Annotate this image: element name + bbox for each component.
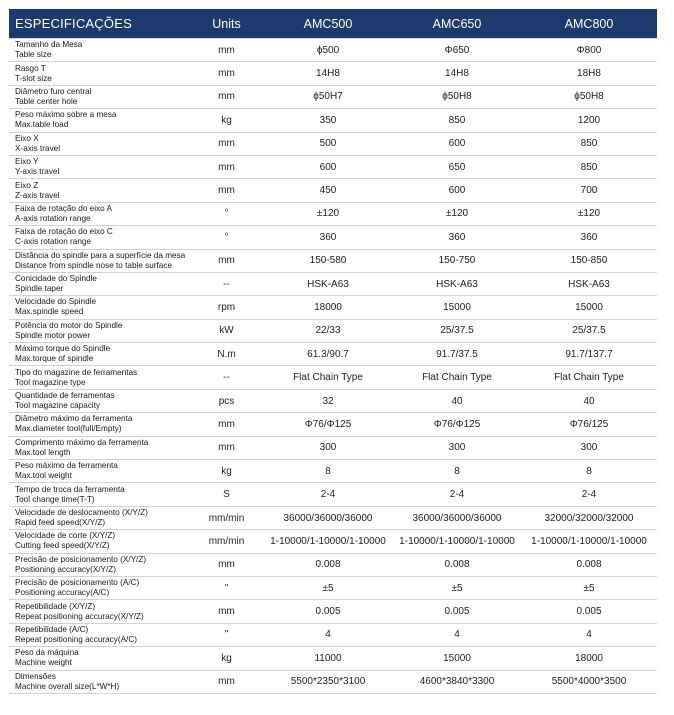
table-row — [9, 647, 657, 670]
spec-value-model-1: 150-580 — [263, 249, 393, 272]
spec-label — [9, 179, 190, 202]
spec-unit: mm — [190, 249, 263, 272]
spec-label-en: Max.torque of spindle — [15, 354, 94, 364]
table-row — [9, 319, 657, 342]
spec-label-pt: Distância do spindle para a superfície da mesa — [15, 250, 186, 260]
spec-value-model-2: 15000 — [393, 296, 521, 319]
spec-value-model-3: 32000/32000/32000 — [521, 506, 657, 529]
spec-label-en: Max.tool length — [15, 447, 71, 457]
spec-value-model-2: ±120 — [393, 202, 521, 225]
spec-label-pt: Peso máximo sobre a mesa — [15, 110, 117, 120]
spec-value-model-3: ±120 — [521, 202, 657, 225]
spec-label-pt: Repetibilidade (X/Y/Z) — [15, 601, 96, 611]
spec-label — [9, 647, 190, 670]
header-row — [9, 9, 657, 39]
spec-value-model-1: 0.005 — [263, 600, 393, 623]
spec-unit: mm — [190, 62, 263, 85]
spec-label-en: T-slot size — [15, 73, 52, 83]
spec-label-pt: Eixo Z — [15, 180, 39, 190]
spec-value-model-1: 18000 — [263, 296, 393, 319]
spec-value-model-3: HSK-A63 — [521, 272, 657, 295]
spec-unit: ° — [190, 226, 263, 249]
spec-label — [9, 155, 190, 178]
spec-label-en: Distance from spindle nose to table surface — [15, 260, 173, 270]
spec-unit: mm — [190, 553, 263, 576]
table-row — [9, 576, 657, 599]
spec-label — [9, 202, 190, 225]
spec-label-en: Max.tool weight — [15, 471, 72, 481]
spec-label — [9, 296, 190, 319]
spec-unit: kg — [190, 460, 263, 483]
spec-value-model-2: ϕ50H8 — [393, 85, 521, 108]
spec-value-model-2: 150-750 — [393, 249, 521, 272]
spec-label-en: Max.table load — [15, 120, 69, 130]
spec-label-en: Tool magazine capacity — [15, 401, 101, 411]
spec-label-pt: Faixa de rotação do eixo C — [15, 227, 113, 237]
spec-value-model-2: 650 — [393, 155, 521, 178]
spec-value-model-3: Φ800 — [521, 39, 657, 62]
spec-label — [9, 600, 190, 623]
header-spec: ESPECIFICAÇÕES — [9, 9, 190, 39]
spec-label-pt: Comprimento máximo da ferramenta — [15, 437, 149, 447]
spec-value-model-3: 4 — [521, 623, 657, 646]
spec-value-model-1: 1-10000/1-10000/1-10000 — [263, 530, 393, 553]
spec-value-model-2: 4 — [393, 623, 521, 646]
spec-value-model-3: 850 — [521, 132, 657, 155]
spec-label — [9, 436, 190, 459]
spec-value-model-2: 4600*3840*3300 — [393, 670, 521, 693]
table-row — [9, 623, 657, 646]
spec-label-pt: Peso da máquina — [15, 648, 79, 658]
spec-label-pt: Repetibilidade (A/C) — [15, 624, 89, 634]
spec-value-model-1: Flat Chain Type — [263, 366, 393, 389]
spec-value-model-2: 360 — [393, 226, 521, 249]
spec-label — [9, 109, 190, 132]
spec-label — [9, 389, 190, 412]
spec-value-model-3: 850 — [521, 155, 657, 178]
spec-value-model-3: 2-4 — [521, 483, 657, 506]
table-row — [9, 132, 657, 155]
spec-value-model-2: 600 — [393, 132, 521, 155]
spec-value-model-1: 350 — [263, 109, 393, 132]
spec-label-pt: Velocidade do Spindle — [15, 297, 97, 307]
spec-label-pt: Potência do motor do Spindle — [15, 320, 123, 330]
spec-value-model-3: 300 — [521, 436, 657, 459]
spec-label — [9, 249, 190, 272]
table-row — [9, 179, 657, 202]
spec-label — [9, 460, 190, 483]
spec-label-en: Table center hole — [15, 96, 78, 106]
spec-value-model-2: 0.005 — [393, 600, 521, 623]
header-model-2: AMC650 — [393, 9, 521, 39]
table-row — [9, 413, 657, 436]
table-row — [9, 85, 657, 108]
table-row — [9, 389, 657, 412]
spec-value-model-2: 40 — [393, 389, 521, 412]
spec-label-en: Repeat positioning accuracy(X/Y/Z) — [15, 611, 144, 621]
spec-label-en: Machine overall size(L*W*H) — [15, 681, 120, 691]
spec-value-model-2: 15000 — [393, 647, 521, 670]
spec-label-pt: Dimensões — [15, 671, 56, 681]
spec-label-pt: Eixo Y — [15, 157, 39, 167]
spec-label-en: Y-axis travel — [15, 167, 60, 177]
spec-table-body — [9, 39, 657, 694]
spec-label — [9, 62, 190, 85]
spec-label-pt: Eixo X — [15, 133, 39, 143]
spec-value-model-2: 8 — [393, 460, 521, 483]
table-row — [9, 670, 657, 693]
spec-label-en: Spindle taper — [15, 284, 64, 294]
spec-value-model-3: 25/37.5 — [521, 319, 657, 342]
spec-label-pt: Faixa de rotação do eixo A — [15, 203, 112, 213]
spec-value-model-3: Flat Chain Type — [521, 366, 657, 389]
table-row — [9, 343, 657, 366]
table-row — [9, 483, 657, 506]
spec-value-model-1: 11000 — [263, 647, 393, 670]
spec-value-model-1: 600 — [263, 155, 393, 178]
spec-label-en: A-axis rotation range — [15, 213, 91, 223]
spec-label-pt: Velocidade de corte (X/Y/Z) — [15, 531, 116, 541]
spec-value-model-1: 300 — [263, 436, 393, 459]
spec-label-pt: Diâmetro furo central — [15, 86, 92, 96]
spec-unit: pcs — [190, 389, 263, 412]
spec-label-en: Spindle motor power — [15, 330, 91, 340]
header-model-3: AMC800 — [521, 9, 657, 39]
spec-value-model-2: 1-10000/1-10000/1-10000 — [393, 530, 521, 553]
table-row — [9, 366, 657, 389]
spec-value-model-2: 0.008 — [393, 553, 521, 576]
table-row — [9, 109, 657, 132]
spec-value-model-2: 850 — [393, 109, 521, 132]
spec-label-en: Cutting feed speed(X/Y/Z) — [15, 541, 110, 551]
spec-value-model-1: 4 — [263, 623, 393, 646]
spec-value-model-1: Φ76/Φ125 — [263, 413, 393, 436]
table-row — [9, 155, 657, 178]
spec-label-en: Table size — [15, 50, 52, 60]
spec-unit: mm — [190, 155, 263, 178]
spec-value-model-2: ±5 — [393, 576, 521, 599]
spec-value-model-1: ϕ500 — [263, 39, 393, 62]
spec-label — [9, 366, 190, 389]
table-row — [9, 272, 657, 295]
spec-label-en: Positioning accuracy(X/Y/Z) — [15, 564, 117, 574]
spec-label-pt: Velocidade de deslocamento (X/Y/Z) — [15, 508, 148, 517]
spec-label — [9, 132, 190, 155]
spec-unit: mm/min — [190, 506, 263, 529]
spec-label — [9, 272, 190, 295]
spec-value-model-1: ϕ50H7 — [263, 85, 393, 108]
spec-unit: mm — [190, 413, 263, 436]
spec-value-model-3: 360 — [521, 226, 657, 249]
spec-label-pt: Precisão de posicionamento (A/C) — [15, 578, 140, 588]
spec-value-model-2: 36000/36000/36000 — [393, 506, 521, 529]
spec-label — [9, 413, 190, 436]
spec-unit: -- — [190, 366, 263, 389]
spec-value-model-3: 40 — [521, 389, 657, 412]
spec-value-model-2: Φ650 — [393, 39, 521, 62]
spec-value-model-1: 450 — [263, 179, 393, 202]
table-row — [9, 39, 657, 62]
spec-unit: mm — [190, 436, 263, 459]
spec-value-model-1: ±120 — [263, 202, 393, 225]
spec-label — [9, 226, 190, 249]
spec-unit: " — [190, 576, 263, 599]
header-model-1: AMC500 — [263, 9, 393, 39]
spec-value-model-3: Φ76/125 — [521, 413, 657, 436]
spec-label — [9, 623, 190, 646]
spec-label-en: X-axis travel — [15, 143, 61, 153]
spec-label-en: Machine weight — [15, 658, 72, 668]
spec-value-model-1: 36000/36000/36000 — [263, 506, 393, 529]
spec-label-en: Tool change time(T-T) — [15, 494, 95, 504]
spec-value-model-3: 1-10000/1-10000/1-10000 — [521, 530, 657, 553]
spec-label-en: Z-axis travel — [15, 190, 60, 200]
spec-label — [9, 343, 190, 366]
spec-label — [9, 576, 190, 599]
spec-label — [9, 530, 190, 553]
spec-unit: N.m — [190, 343, 263, 366]
spec-value-model-3: 150-850 — [521, 249, 657, 272]
spec-label — [9, 553, 190, 576]
spec-value-model-3: 8 — [521, 460, 657, 483]
spec-value-model-3: 5500*4000*3500 — [521, 670, 657, 693]
spec-label-en: Max.diameter tool(full/Empty) — [15, 424, 122, 434]
spec-unit: mm — [190, 600, 263, 623]
spec-value-model-3: 1200 — [521, 109, 657, 132]
spec-unit: kW — [190, 319, 263, 342]
spec-label-en: Repeat positioning accuracy(A/C) — [15, 634, 137, 644]
spec-label-en: C-axis rotation range — [15, 237, 91, 247]
table-row — [9, 530, 657, 553]
spec-value-model-2: 300 — [393, 436, 521, 459]
spec-value-model-2: 91.7/37.5 — [393, 343, 521, 366]
table-row — [9, 506, 657, 529]
spec-label-pt: Tamanho da Mesa — [15, 40, 83, 50]
spec-unit: mm — [190, 39, 263, 62]
spec-value-model-3: 18H8 — [521, 62, 657, 85]
spec-value-model-3: 700 — [521, 179, 657, 202]
spec-value-model-1: 22/33 — [263, 319, 393, 342]
spec-label-en: Tool magazine type — [15, 377, 86, 387]
spec-label — [9, 39, 190, 62]
table-row — [9, 202, 657, 225]
spec-value-model-3: 15000 — [521, 296, 657, 319]
spec-unit: rpm — [190, 296, 263, 319]
spec-value-model-1: 8 — [263, 460, 393, 483]
spec-label-pt: Quantidade de ferramentas — [15, 391, 115, 401]
spec-value-model-1: 14H8 — [263, 62, 393, 85]
spec-value-model-2: 14H8 — [393, 62, 521, 85]
spec-unit: " — [190, 623, 263, 646]
spec-value-model-2: HSK-A63 — [393, 272, 521, 295]
table-row — [9, 553, 657, 576]
spec-label-pt: Máximo torque do Spindle — [15, 344, 111, 354]
spec-label-en: Rapid feed speed(X/Y/Z) — [15, 518, 106, 527]
table-row — [9, 460, 657, 483]
spec-label — [9, 483, 190, 506]
spec-label — [9, 506, 190, 529]
table-row — [9, 436, 657, 459]
spec-label — [9, 319, 190, 342]
spec-label-pt: Tipo do magazine de ferramentas — [15, 367, 138, 377]
table-row — [9, 600, 657, 623]
spec-value-model-1: HSK-A63 — [263, 272, 393, 295]
spec-table — [9, 9, 657, 694]
spec-value-model-3: 0.008 — [521, 553, 657, 576]
header-units: Units — [190, 9, 263, 39]
spec-unit: S — [190, 483, 263, 506]
spec-label-pt: Peso máximo da ferramenta — [15, 461, 118, 471]
spec-table-container — [9, 9, 657, 694]
spec-label-pt: Conicidade do Spindle — [15, 274, 97, 284]
spec-value-model-1: 5500*2350*3100 — [263, 670, 393, 693]
spec-unit: -- — [190, 272, 263, 295]
table-row — [9, 249, 657, 272]
spec-value-model-2: 25/37.5 — [393, 319, 521, 342]
spec-label-en: Positioning accuracy(A/C) — [15, 588, 110, 598]
spec-unit: mm/min — [190, 530, 263, 553]
spec-unit: mm — [190, 85, 263, 108]
spec-value-model-1: 2-4 — [263, 483, 393, 506]
spec-label — [9, 670, 190, 693]
table-row — [9, 62, 657, 85]
spec-value-model-3: 18000 — [521, 647, 657, 670]
spec-value-model-1: 32 — [263, 389, 393, 412]
spec-unit: ° — [190, 202, 263, 225]
spec-value-model-2: Φ76/Φ125 — [393, 413, 521, 436]
spec-unit: mm — [190, 179, 263, 202]
spec-value-model-1: 500 — [263, 132, 393, 155]
spec-value-model-2: Flat Chain Type — [393, 366, 521, 389]
spec-value-model-1: 61.3/90.7 — [263, 343, 393, 366]
spec-label-pt: Rasgo T — [15, 63, 46, 73]
spec-unit: kg — [190, 647, 263, 670]
spec-value-model-3: ±5 — [521, 576, 657, 599]
spec-value-model-3: 0.005 — [521, 600, 657, 623]
table-row — [9, 296, 657, 319]
spec-value-model-2: 2-4 — [393, 483, 521, 506]
spec-label — [9, 85, 190, 108]
spec-value-model-1: 360 — [263, 226, 393, 249]
table-row — [9, 226, 657, 249]
spec-unit: kg — [190, 109, 263, 132]
spec-value-model-3: 91.7/137.7 — [521, 343, 657, 366]
spec-label-pt: Diâmetro máximo da ferramenta — [15, 414, 133, 424]
spec-unit: mm — [190, 670, 263, 693]
spec-value-model-2: 600 — [393, 179, 521, 202]
spec-label-en: Max.spindle speed — [15, 307, 84, 317]
spec-unit: mm — [190, 132, 263, 155]
spec-value-model-1: ±5 — [263, 576, 393, 599]
spec-label-pt: Tempo de troca da ferramenta — [15, 484, 125, 494]
spec-value-model-3: ϕ50H8 — [521, 85, 657, 108]
spec-label-pt: Precisão de posicionamento (X/Y/Z) — [15, 554, 147, 564]
spec-value-model-1: 0.008 — [263, 553, 393, 576]
